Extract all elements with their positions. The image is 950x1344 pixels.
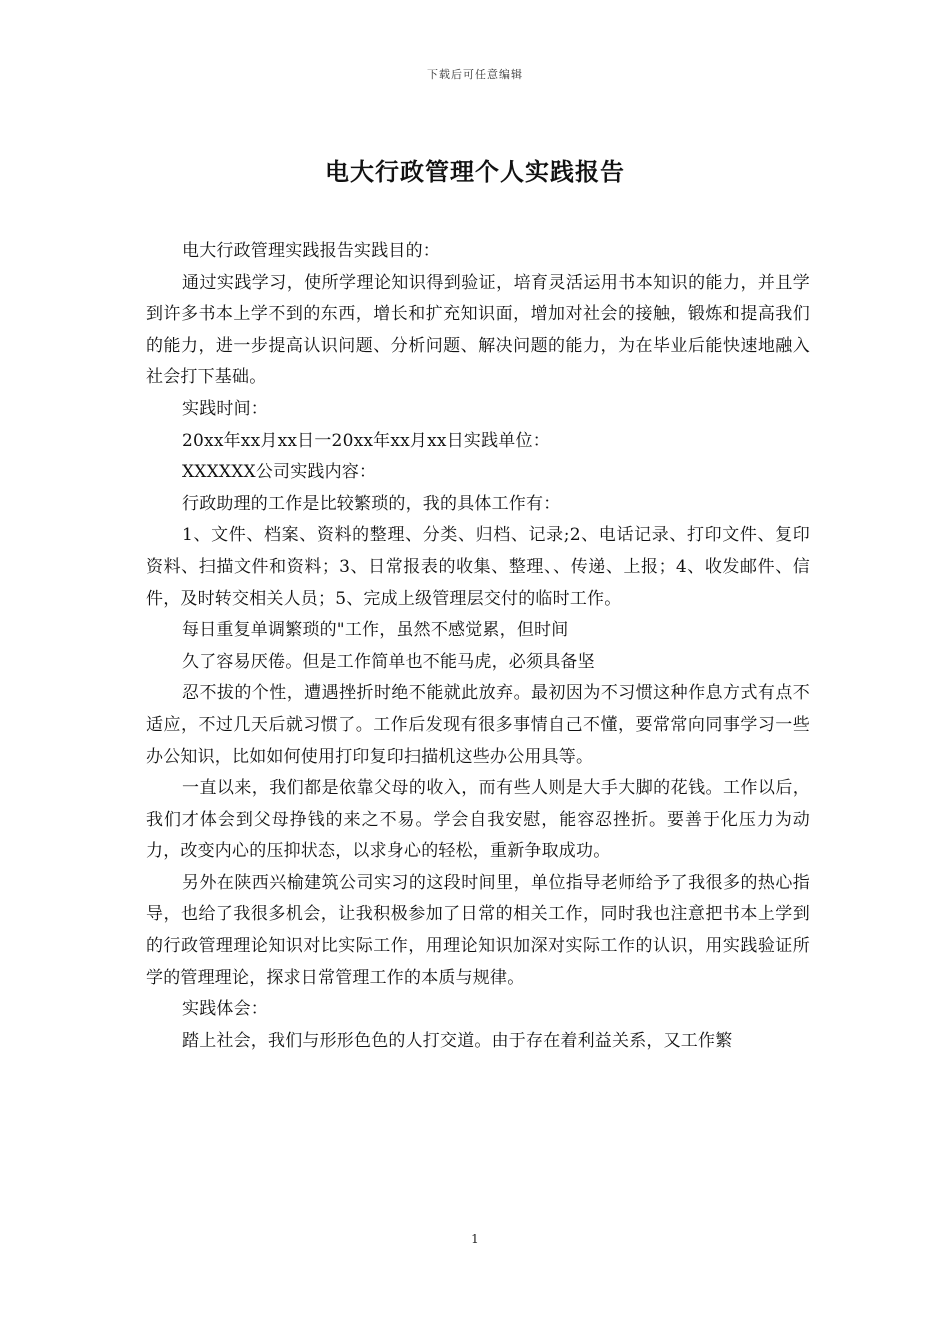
paragraph-work-intro: 行政助理的工作是比较繁琐的，我的具体工作有：: [182, 493, 561, 514]
paragraph-experience-heading: 实践体会：: [182, 999, 268, 1020]
paragraph-content-heading: XXXXXX公司实践内容：: [182, 462, 377, 483]
paragraph-purpose-heading: 电大行政管理实践报告实践目的：: [182, 241, 440, 261]
paragraph-parents: 一直以来，我们都是依靠父母的收入，而有些人则是大手大脚的花钱。工作以后，我们才体会到父母挣钱的来之不易。学会自我安慰，能容忍挫折。要善于化压力为动力，改变内心的压抑状态，以求身心的轻松，重新争取成功。: [146, 778, 810, 862]
paragraph-internship: 另外在陕西兴榆建筑公司实习的这段时间里，单位指导老师给予了我很多的热心指导，也给了我很多机会，让我积极参加了日常的相关工作，同时我也注意把书本上学到的行政管理理论知识对比实际工作，用理论知识加深对实际工作的认识，用实践验证所学的管理理论，探求日常管理工作的本质与规律。: [146, 872, 810, 988]
paragraph-purpose: 通过实践学习，使所学理论知识得到验证，培育灵活运用书本知识的能力，并且学到许多书本上学不到的东西，增长和扩充知识面，增加对社会的接触，锻炼和提高我们的能力，进一步提高认识问题、分析问题、解决问题的能力，为在毕业后能快速地融入社会打下基础。: [146, 272, 810, 388]
document-body: [146, 236, 810, 1057]
document-title: 电大行政管理个人实践报告: [325, 157, 625, 186]
paragraph-routine-2: 久了容易厌倦。但是工作简单也不能马虎，必须具备坚: [182, 651, 595, 672]
paragraph-routine-1: 每日重复单调繁琐的"工作，虽然不感觉累，但时间: [182, 620, 569, 641]
paragraph-time-heading: 实践时间：: [182, 398, 268, 419]
header-note: 下载后可任意编辑: [427, 68, 523, 81]
paragraph-experience: 踏上社会，我们与形形色色的人打交道。由于存在着利益关系，又工作繁: [182, 1030, 733, 1051]
paragraph-work-list: 1、文件、档案、资料的整理、分类、归档、记录;2、电话记录、打印文件、复印资料、扫描文件和资料；3、日常报表的收集、整理、、传递、上报；4、收发邮件、信件，及时转交相关人员；5、完成上级管理层交付的临时工作。: [146, 525, 810, 609]
page-number: 1: [471, 1232, 479, 1246]
paragraph-time-unit: 20xx年xx月xx日一20xx年xx月xx日实践单位：: [182, 430, 550, 451]
paragraph-persistence: 忍不拔的个性，遭遇挫折时绝不能就此放弃。最初因为不习惯这种作息方式有点不适应，不过几天后就习惯了。工作后发现有很多事情自己不懂，要常常向同事学习一些办公知识，比如如何使用打印复印扫描机这些办公用具等。: [146, 683, 810, 767]
